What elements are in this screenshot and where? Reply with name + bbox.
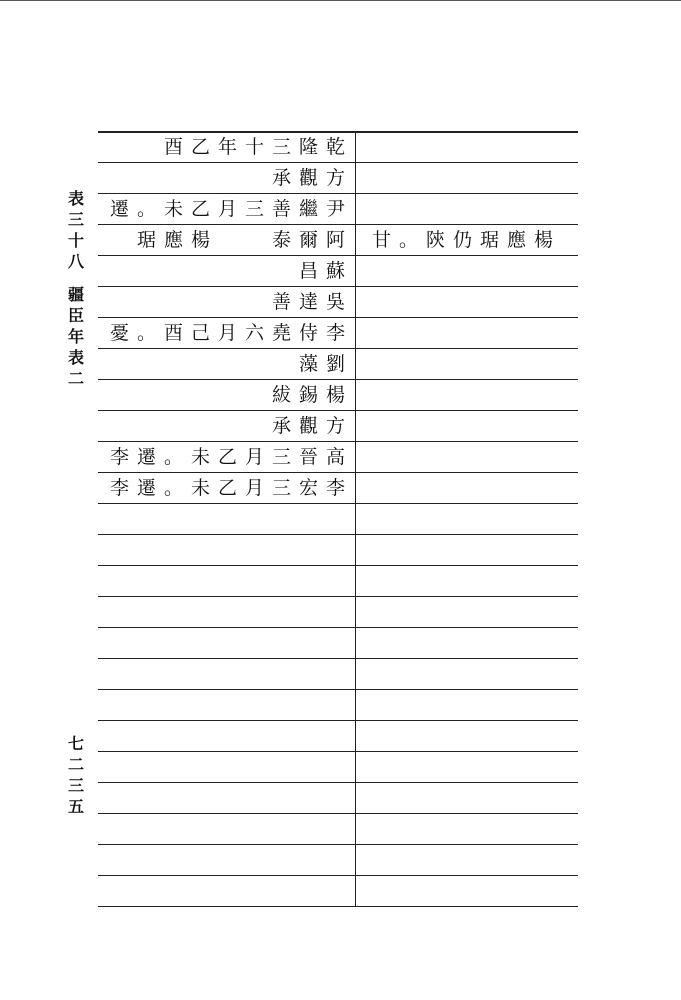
table-rule bbox=[98, 658, 578, 659]
table-row-left-cell: 李遷。未乙月三宏李 bbox=[109, 477, 353, 499]
table-row-left-cell: 遷。未乙月三善繼尹 bbox=[109, 198, 353, 220]
table-rule bbox=[98, 596, 578, 597]
table-row-left-cell: 酉乙年十三隆乾 bbox=[163, 136, 353, 158]
table-rule bbox=[98, 906, 578, 907]
page-top-edge bbox=[0, 0, 681, 1]
table-rule bbox=[98, 813, 578, 814]
margin-char: 二 bbox=[67, 755, 84, 774]
margin-char: 十 bbox=[67, 231, 84, 250]
margin-char: 表 bbox=[67, 189, 84, 208]
margin-chapter-text bbox=[66, 188, 86, 272]
table-row-left-cell: 善達吳 bbox=[271, 291, 353, 313]
table-row-left-cell: 藻劉 bbox=[298, 353, 353, 375]
table-rule bbox=[98, 534, 578, 535]
table-row-left-cell: 李遷。未乙月三晉高 bbox=[109, 446, 353, 468]
margin-char: 表 bbox=[67, 348, 84, 367]
table-row-left-cell: 昌蘇 bbox=[298, 260, 353, 282]
table-row-left-cell: 憂。酉己月六堯侍李 bbox=[109, 322, 353, 344]
margin-label-chapter bbox=[66, 188, 86, 389]
column-divider bbox=[355, 131, 356, 907]
margin-char: 年 bbox=[67, 327, 84, 346]
table-rule bbox=[98, 689, 578, 690]
margin-char: 八 bbox=[67, 252, 84, 271]
margin-char: 三 bbox=[67, 776, 84, 795]
margin-section-text bbox=[66, 284, 86, 389]
table-row-left-cell: 琚應楊 泰爾阿 bbox=[136, 229, 353, 251]
margin-char: 疆 bbox=[67, 285, 84, 304]
table-rule bbox=[98, 720, 578, 721]
table-rule bbox=[98, 751, 578, 752]
table-row-left-cell: 承觀方 bbox=[271, 415, 353, 437]
margin-char: 三 bbox=[67, 210, 84, 229]
page-number bbox=[66, 733, 86, 817]
table-rule bbox=[98, 782, 578, 783]
table-rule bbox=[98, 565, 578, 566]
margin-char: 臣 bbox=[67, 306, 84, 325]
table-row-right-cell: 甘。陝仍琚應楊 bbox=[372, 229, 562, 251]
table-row-left-cell: 紱錫楊 bbox=[271, 384, 353, 406]
margin-char: 二 bbox=[67, 369, 84, 388]
table-row-left-cell: 承觀方 bbox=[271, 167, 353, 189]
margin-char: 五 bbox=[67, 797, 84, 816]
table-rule bbox=[98, 627, 578, 628]
table-rule bbox=[98, 844, 578, 845]
margin-char: 七 bbox=[67, 734, 84, 753]
table-rule bbox=[98, 875, 578, 876]
